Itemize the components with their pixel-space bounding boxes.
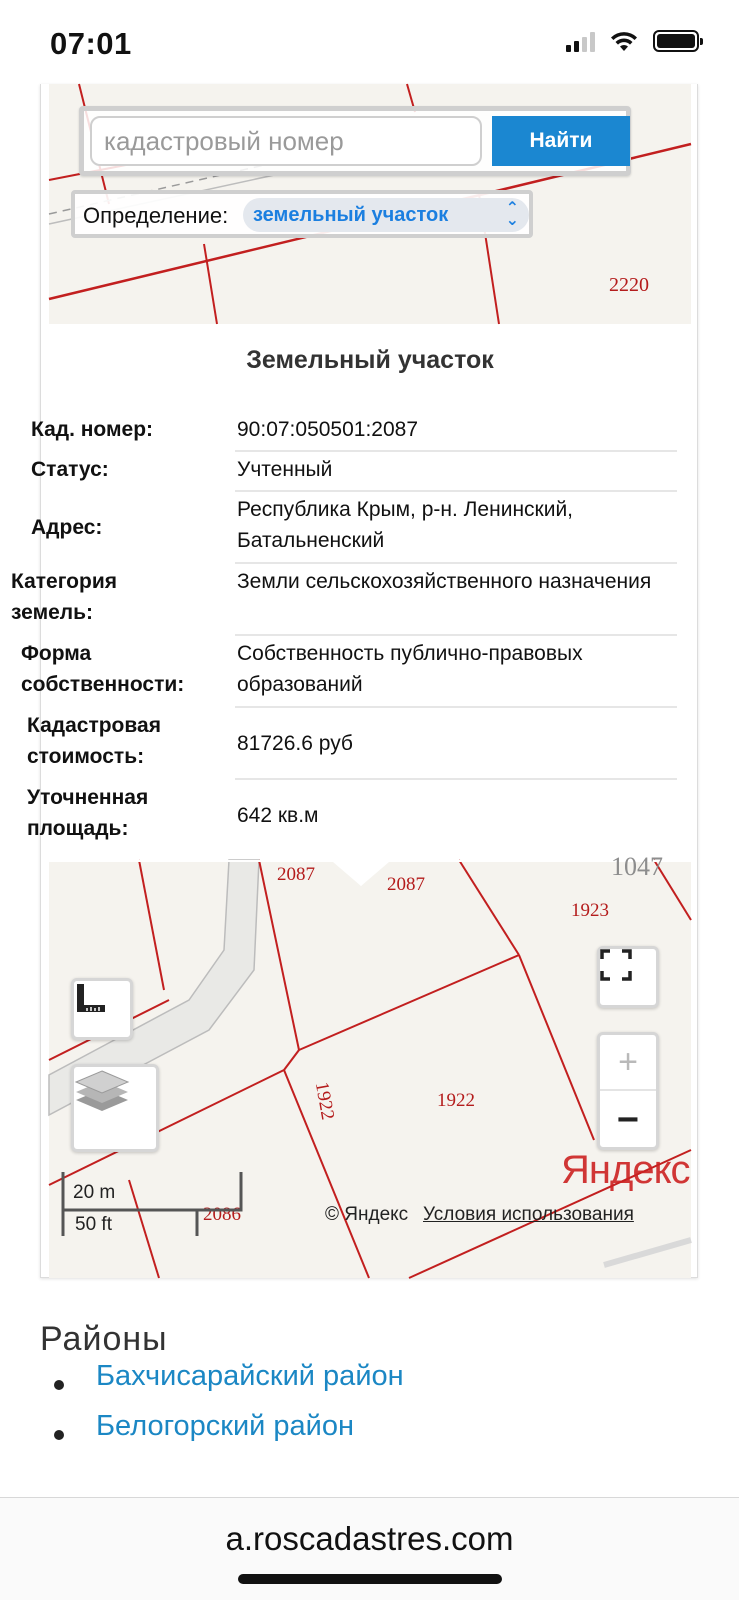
status-time: 07:01	[50, 26, 132, 61]
info-value: Республика Крым, р-н. Ленинский, Батальненский	[237, 498, 574, 552]
info-key: Категория земель:	[11, 570, 118, 624]
cadastral-number-input[interactable]	[90, 116, 482, 166]
map-parcel-label: 1923	[571, 900, 609, 921]
info-title: Земельный участок	[246, 346, 494, 374]
map-top[interactable]	[49, 84, 691, 324]
fullscreen-button[interactable]	[597, 946, 659, 1008]
map-bottom[interactable]	[49, 852, 691, 1278]
battery-icon	[653, 30, 699, 52]
info-value: 81726.6 руб	[237, 732, 353, 755]
status-icons	[566, 30, 699, 52]
definition-selected-value: земельный участок	[253, 203, 449, 226]
terms-of-use-link[interactable]: Условия использования	[423, 1204, 634, 1225]
info-value: Собственность публично-правовых образований	[237, 642, 583, 696]
info-value: Учтенный	[237, 458, 333, 481]
info-table	[11, 408, 699, 840]
row-divider	[235, 490, 677, 492]
zoom-in-button[interactable]: +	[600, 1035, 656, 1091]
info-key: Форма собственности:	[21, 642, 185, 696]
row-divider	[235, 634, 677, 636]
table-row	[11, 566, 681, 634]
map-parcel-label: 2086	[203, 1204, 241, 1225]
district-link[interactable]: Белогорский район	[54, 1410, 404, 1460]
map-parcel-label: 1922	[437, 1090, 475, 1111]
info-value: 90:07:050501:2087	[237, 418, 419, 441]
info-value: 642 кв.м	[237, 804, 319, 827]
scale-imperial: 50 ft	[75, 1214, 112, 1235]
fullscreen-icon	[600, 949, 632, 981]
row-divider	[235, 450, 677, 452]
popup-pointer	[49, 860, 691, 900]
info-key: Кадастровая стоимость:	[27, 714, 161, 768]
signal-icon	[566, 30, 595, 52]
zoom-out-button[interactable]: −	[616, 1098, 640, 1141]
definition-box	[71, 190, 533, 238]
map-parcel-label: 1047	[611, 852, 663, 881]
search-box	[79, 106, 631, 176]
find-button[interactable]: Найти	[492, 116, 630, 166]
table-row	[31, 454, 681, 490]
table-row	[27, 710, 681, 778]
info-value: Земли сельскохозяйственного назначения	[237, 570, 652, 593]
select-chevron-icon: ⌃ ⌄	[505, 200, 519, 229]
info-key: Статус:	[31, 458, 109, 481]
table-row	[27, 782, 681, 850]
map-parcel-label: 1922	[310, 1080, 339, 1122]
map-parcel-label: 2087	[387, 874, 425, 895]
address-url[interactable]: a.roscadastres.com	[225, 1520, 514, 1557]
table-row	[21, 638, 681, 706]
ruler-button[interactable]	[71, 978, 133, 1040]
layers-button[interactable]	[71, 1064, 159, 1152]
status-bar	[0, 0, 739, 88]
district-list	[54, 1356, 404, 1460]
table-row	[31, 414, 681, 450]
zoom-control	[597, 1032, 659, 1150]
info-key: Кад. номер:	[31, 418, 154, 441]
row-divider	[235, 562, 677, 564]
districts-heading: Районы	[40, 1320, 168, 1358]
table-row	[31, 494, 681, 562]
scale-metric: 20 m	[73, 1182, 116, 1203]
info-key: Уточненная площадь:	[27, 786, 149, 840]
map-parcel-label: 2087	[277, 864, 315, 885]
layers-icon	[74, 1067, 130, 1115]
definition-select[interactable]	[243, 198, 529, 232]
ruler-icon	[74, 981, 108, 1015]
address-bar[interactable]	[0, 1497, 739, 1600]
info-key: Адрес:	[31, 516, 103, 539]
map-copyright: © Яндекс	[325, 1204, 409, 1225]
wifi-icon	[609, 30, 639, 52]
district-link[interactable]: Бахчисарайский район	[54, 1360, 404, 1410]
definition-label: Определение:	[83, 203, 229, 228]
yandex-logo: Яндекс	[561, 1148, 690, 1192]
map-parcel-label: 2220	[609, 274, 649, 296]
cadastral-widget	[11, 84, 698, 1278]
row-divider	[235, 706, 677, 708]
home-indicator	[238, 1574, 502, 1584]
row-divider	[235, 778, 677, 780]
map-scale	[59, 1172, 249, 1236]
